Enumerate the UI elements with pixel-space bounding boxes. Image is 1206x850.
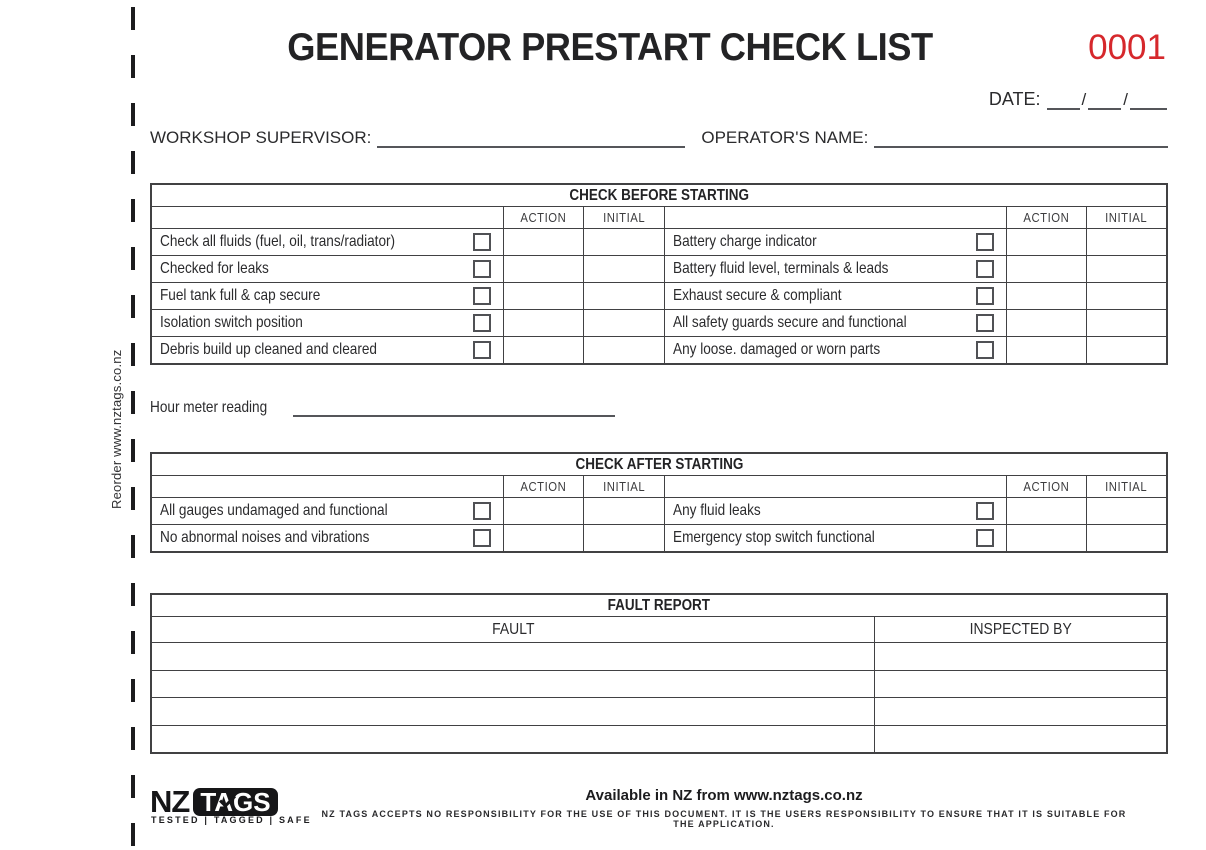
check-item-cell <box>151 337 504 365</box>
form-page <box>150 0 1168 850</box>
reorder-text: Reorder www.nztags.co.nz <box>109 349 124 509</box>
action-cell[interactable] <box>1006 498 1086 525</box>
fault-row <box>151 725 1167 753</box>
fault-cell[interactable] <box>151 698 874 726</box>
fault-cell[interactable] <box>151 725 874 753</box>
item-header-cell <box>151 476 504 498</box>
action-cell[interactable] <box>504 256 584 283</box>
checkbox[interactable] <box>976 260 994 278</box>
action-cell[interactable] <box>1006 337 1086 365</box>
column-header-row <box>151 476 1167 498</box>
initial-cell[interactable] <box>1087 498 1167 525</box>
item-header-cell <box>664 476 1006 498</box>
action-cell[interactable] <box>1006 525 1086 553</box>
initial-cell[interactable] <box>1087 229 1167 256</box>
checkbox[interactable] <box>976 287 994 305</box>
initial-header: INITIAL <box>584 476 664 498</box>
item-header-cell <box>664 207 1006 229</box>
action-cell[interactable] <box>504 283 584 310</box>
action-header: ACTION <box>504 476 584 498</box>
initial-cell[interactable] <box>584 229 664 256</box>
fault-report-table <box>150 593 1168 754</box>
table-row <box>151 310 1167 337</box>
check-item-label: All gauges undamaged and functional <box>160 502 388 519</box>
check-before-starting-table <box>150 183 1168 365</box>
action-cell[interactable] <box>1006 310 1086 337</box>
action-header: ACTION <box>1006 207 1086 229</box>
logo-nz-text: NZ <box>150 784 190 819</box>
column-header-row <box>151 207 1167 229</box>
item-header-cell <box>151 207 504 229</box>
table-row <box>151 229 1167 256</box>
action-cell[interactable] <box>504 498 584 525</box>
initial-header: INITIAL <box>1087 476 1167 498</box>
table-row <box>151 498 1167 525</box>
check-item-label: Battery charge indicator <box>672 233 817 250</box>
initial-cell[interactable] <box>584 283 664 310</box>
initial-cell[interactable] <box>584 337 664 365</box>
check-item-label: Exhaust secure & compliant <box>672 287 842 304</box>
checkbox[interactable] <box>473 529 491 547</box>
initial-cell[interactable] <box>1087 337 1167 365</box>
page-title: GENERATOR PRESTART CHECK LIST <box>287 26 933 69</box>
check-item-label: All safety guards secure and functional <box>672 314 907 331</box>
check-item-cell <box>664 256 1006 283</box>
action-header: ACTION <box>1006 476 1086 498</box>
check-item-cell <box>664 229 1006 256</box>
date-separator: / <box>1123 90 1128 109</box>
action-cell[interactable] <box>1006 283 1086 310</box>
operator-name-line[interactable] <box>874 131 1168 148</box>
action-cell[interactable] <box>1006 229 1086 256</box>
date-day-line[interactable] <box>1047 93 1080 110</box>
fault-cell[interactable] <box>151 643 874 671</box>
fault-row <box>151 698 1167 726</box>
check-item-cell <box>664 337 1006 365</box>
check-item-label: Any fluid leaks <box>672 502 761 519</box>
date-month-line[interactable] <box>1088 93 1121 110</box>
logo-tags-text: TAGS <box>200 786 271 817</box>
initial-cell[interactable] <box>1087 525 1167 553</box>
check-item-cell <box>151 498 504 525</box>
check-item-cell <box>664 525 1006 553</box>
check-item-cell <box>151 310 504 337</box>
footer-text <box>313 787 1135 829</box>
initial-cell[interactable] <box>1087 256 1167 283</box>
table-row <box>151 256 1167 283</box>
perforation-marks <box>131 7 135 850</box>
check-item-label: Check all fluids (fuel, oil, trans/radiator) <box>160 233 396 250</box>
action-header: ACTION <box>504 207 584 229</box>
fault-header: FAULT <box>151 617 874 643</box>
fault-cell[interactable] <box>151 670 874 698</box>
action-cell[interactable] <box>504 337 584 365</box>
initial-cell[interactable] <box>584 498 664 525</box>
logo-tagline: TESTED | TAGGED | SAFE <box>151 815 312 825</box>
action-cell[interactable] <box>504 310 584 337</box>
checkbox[interactable] <box>473 314 491 332</box>
title-row <box>150 26 1168 70</box>
footer <box>150 784 1168 834</box>
inspected-by-cell[interactable] <box>874 698 1167 726</box>
check-item-cell <box>664 310 1006 337</box>
checkbox[interactable] <box>976 314 994 332</box>
initial-header: INITIAL <box>1087 207 1167 229</box>
initial-cell[interactable] <box>584 256 664 283</box>
check-item-label: No abnormal noises and vibrations <box>160 529 370 546</box>
availability-text: Available in NZ from www.nztags.co.nz <box>585 787 863 804</box>
table-title: CHECK AFTER STARTING <box>151 453 1167 476</box>
initial-cell[interactable] <box>1087 283 1167 310</box>
hour-meter-label: Hour meter reading <box>150 399 268 416</box>
checkbox[interactable] <box>976 502 994 520</box>
checkbox[interactable] <box>976 529 994 547</box>
hour-meter-line[interactable] <box>293 401 615 417</box>
check-item-label: Isolation switch position <box>160 314 303 331</box>
check-item-cell <box>151 525 504 553</box>
disclaimer-text: NZ TAGS ACCEPTS NO RESPONSIBILITY FOR THE USE OF THIS DOCUMENT. IT IS THE USERS RESPONSIBILITY TO ENSURE THAT IT IS SUITABLE FOR THE APPLICATION. <box>321 809 1127 829</box>
inspected-by-cell[interactable] <box>874 670 1167 698</box>
check-item-cell <box>664 283 1006 310</box>
check-item-cell <box>151 256 504 283</box>
inspected-by-cell[interactable] <box>874 643 1167 671</box>
initial-cell[interactable] <box>584 310 664 337</box>
logo-tags-box <box>193 788 277 816</box>
checkbox[interactable] <box>473 341 491 359</box>
table-title: FAULT REPORT <box>151 594 1167 617</box>
initial-cell[interactable] <box>1087 310 1167 337</box>
initial-cell[interactable] <box>584 525 664 553</box>
table-row <box>151 525 1167 553</box>
date-label: DATE: <box>988 89 1041 109</box>
workshop-supervisor-line[interactable] <box>377 131 685 148</box>
check-item-cell <box>151 283 504 310</box>
check-item-label: Battery fluid level, terminals & leads <box>672 260 888 277</box>
action-cell[interactable] <box>1006 256 1086 283</box>
action-cell[interactable] <box>504 229 584 256</box>
table-title: CHECK BEFORE STARTING <box>151 184 1167 207</box>
inspected-by-cell[interactable] <box>874 725 1167 753</box>
date-separator: / <box>1081 90 1087 109</box>
names-row <box>150 128 1168 148</box>
fault-row <box>151 670 1167 698</box>
check-item-cell <box>151 229 504 256</box>
checkbox[interactable] <box>473 260 491 278</box>
form-number: 0001 <box>1088 28 1166 67</box>
checkbox[interactable] <box>976 233 994 251</box>
checkbox[interactable] <box>976 341 994 359</box>
date-row <box>989 89 1168 110</box>
workshop-supervisor-label: WORKSHOP SUPERVISOR: <box>150 128 372 147</box>
check-item-label: Fuel tank full & cap secure <box>160 287 321 304</box>
operator-name-label: OPERATOR'S NAME: <box>701 128 869 147</box>
inspected-by-header: INSPECTED BY <box>874 617 1167 643</box>
date-year-line[interactable] <box>1130 93 1167 110</box>
column-header-row <box>151 617 1167 643</box>
check-after-starting-table <box>150 452 1168 553</box>
table-row <box>151 283 1167 310</box>
check-item-cell <box>664 498 1006 525</box>
checkbox[interactable] <box>473 287 491 305</box>
check-item-label: Any loose. damaged or worn parts <box>672 341 880 358</box>
checkbox[interactable] <box>473 233 491 251</box>
check-item-label: Emergency stop switch functional <box>672 529 875 546</box>
check-item-label: Debris build up cleaned and cleared <box>160 341 377 358</box>
fault-row <box>151 643 1167 671</box>
table-row <box>151 337 1167 365</box>
action-cell[interactable] <box>504 525 584 553</box>
check-item-label: Checked for leaks <box>160 260 269 277</box>
initial-header: INITIAL <box>584 207 664 229</box>
hour-meter-row <box>150 399 615 417</box>
checkbox[interactable] <box>473 502 491 520</box>
